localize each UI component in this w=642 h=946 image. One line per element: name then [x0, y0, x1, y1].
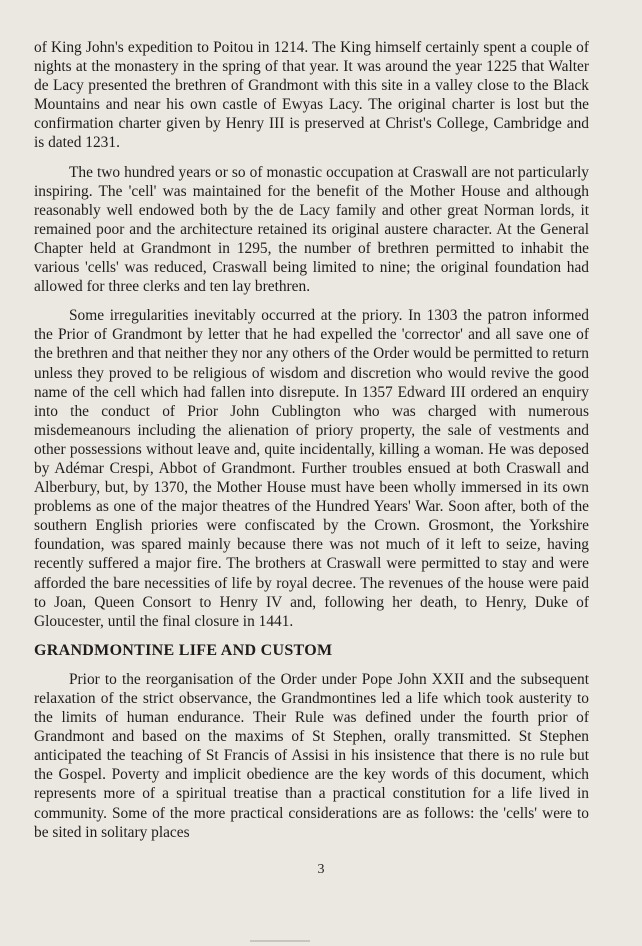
page-edge-mark: [250, 940, 310, 942]
paragraph-1: of King John's expedition to Poitou in 1214. The King himself certainly spent a couple of nights at the monastery in the spring of that year. It was around the year 1225 that Walter de Lacy presented the brethren of Grandmont with this site in a valley close to the Black Mountains and near his own castle of Ewyas Lacy. The original charter is lost but the confirmation charter given by Henry III is preserved at Christ's College, Cambridge and is dated 1231.: [34, 39, 589, 152]
section-heading: GRANDMONTINE LIFE AND CUSTOM: [34, 641, 333, 659]
page-number: 3: [317, 862, 325, 877]
paragraph-3: Some irregularities inevitably occurred at the priory. In 1303 the patron informed the Prior of Grandmont by letter that he had expelled the 'corrector' and all save one of the brethren and that neither they nor any others of the Order would be permitted to return unless they proved to be religious of wisdom and discretion who would revive the good name of the cell which had fallen into disrepute. In 1357 Edward III ordered an enquiry into the conduct of Prior John Cublington who was charged with numerous misdemeanours including the alienation of priory property, the sale of vestments and other possessions without leave and, quite incidentally, killing a woman. He was deposed by Adémar Crespi, Abbot of Grandmont. Further troubles ensued at both Craswall and Alberbury, but, by 1370, the Mother House must have been wholly immersed in its own problems as one of the major theatres of the Hundred Years' War. Soon after, both of the southern English priories were confiscated by the Crown. Grosmont, the Yorkshire foundation, was spared mainly because there was not much of it left to seize, having recently suffered a major fire. The brothers at Craswall were permitted to stay and were afforded the bare necessities of life by royal decree. The revenues of the house were paid to Joan, Queen Consort to Henry IV and, following her death, to Henry, Duke of Gloucester, until the final closure in 1441.: [34, 307, 589, 630]
paragraph-2: The two hundred years or so of monastic occupation at Craswall are not particularly inspiring. The 'cell' was maintained for the benefit of the Mother House and although reasonably well endowed both by the de Lacy family and other great Norman lords, it remained poor and the architecture retained its original austere character. At the General Chapter held at Grandmont in 1295, the number of brethren permitted to inhabit the various 'cells' was reduced, Craswall being limited to nine; the original foundation had allowed for three clerks and ten lay brethren.: [34, 163, 589, 296]
body-text: [34, 38, 589, 852]
section-paragraph: Prior to the reorganisation of the Order under Pope John XXII and the subsequent relaxation of the strict observance, the Grandmontines led a life which took austerity to the limits of human endurance. Their Rule was defined under the fourth prior of Grandmont and based on the maxims of St Stephen, orally transmitted. St Stephen anticipated the teaching of St Francis of Assisi in his insistence that there is no rule but the Gospel. Poverty and implicit obedience are the key words of this document, which represents more of a spiritual treatise than a practical constitution for a life lived in community. Some of the more practical considerations are as follows: the 'cells' were to be sited in solitary places: [34, 670, 589, 841]
